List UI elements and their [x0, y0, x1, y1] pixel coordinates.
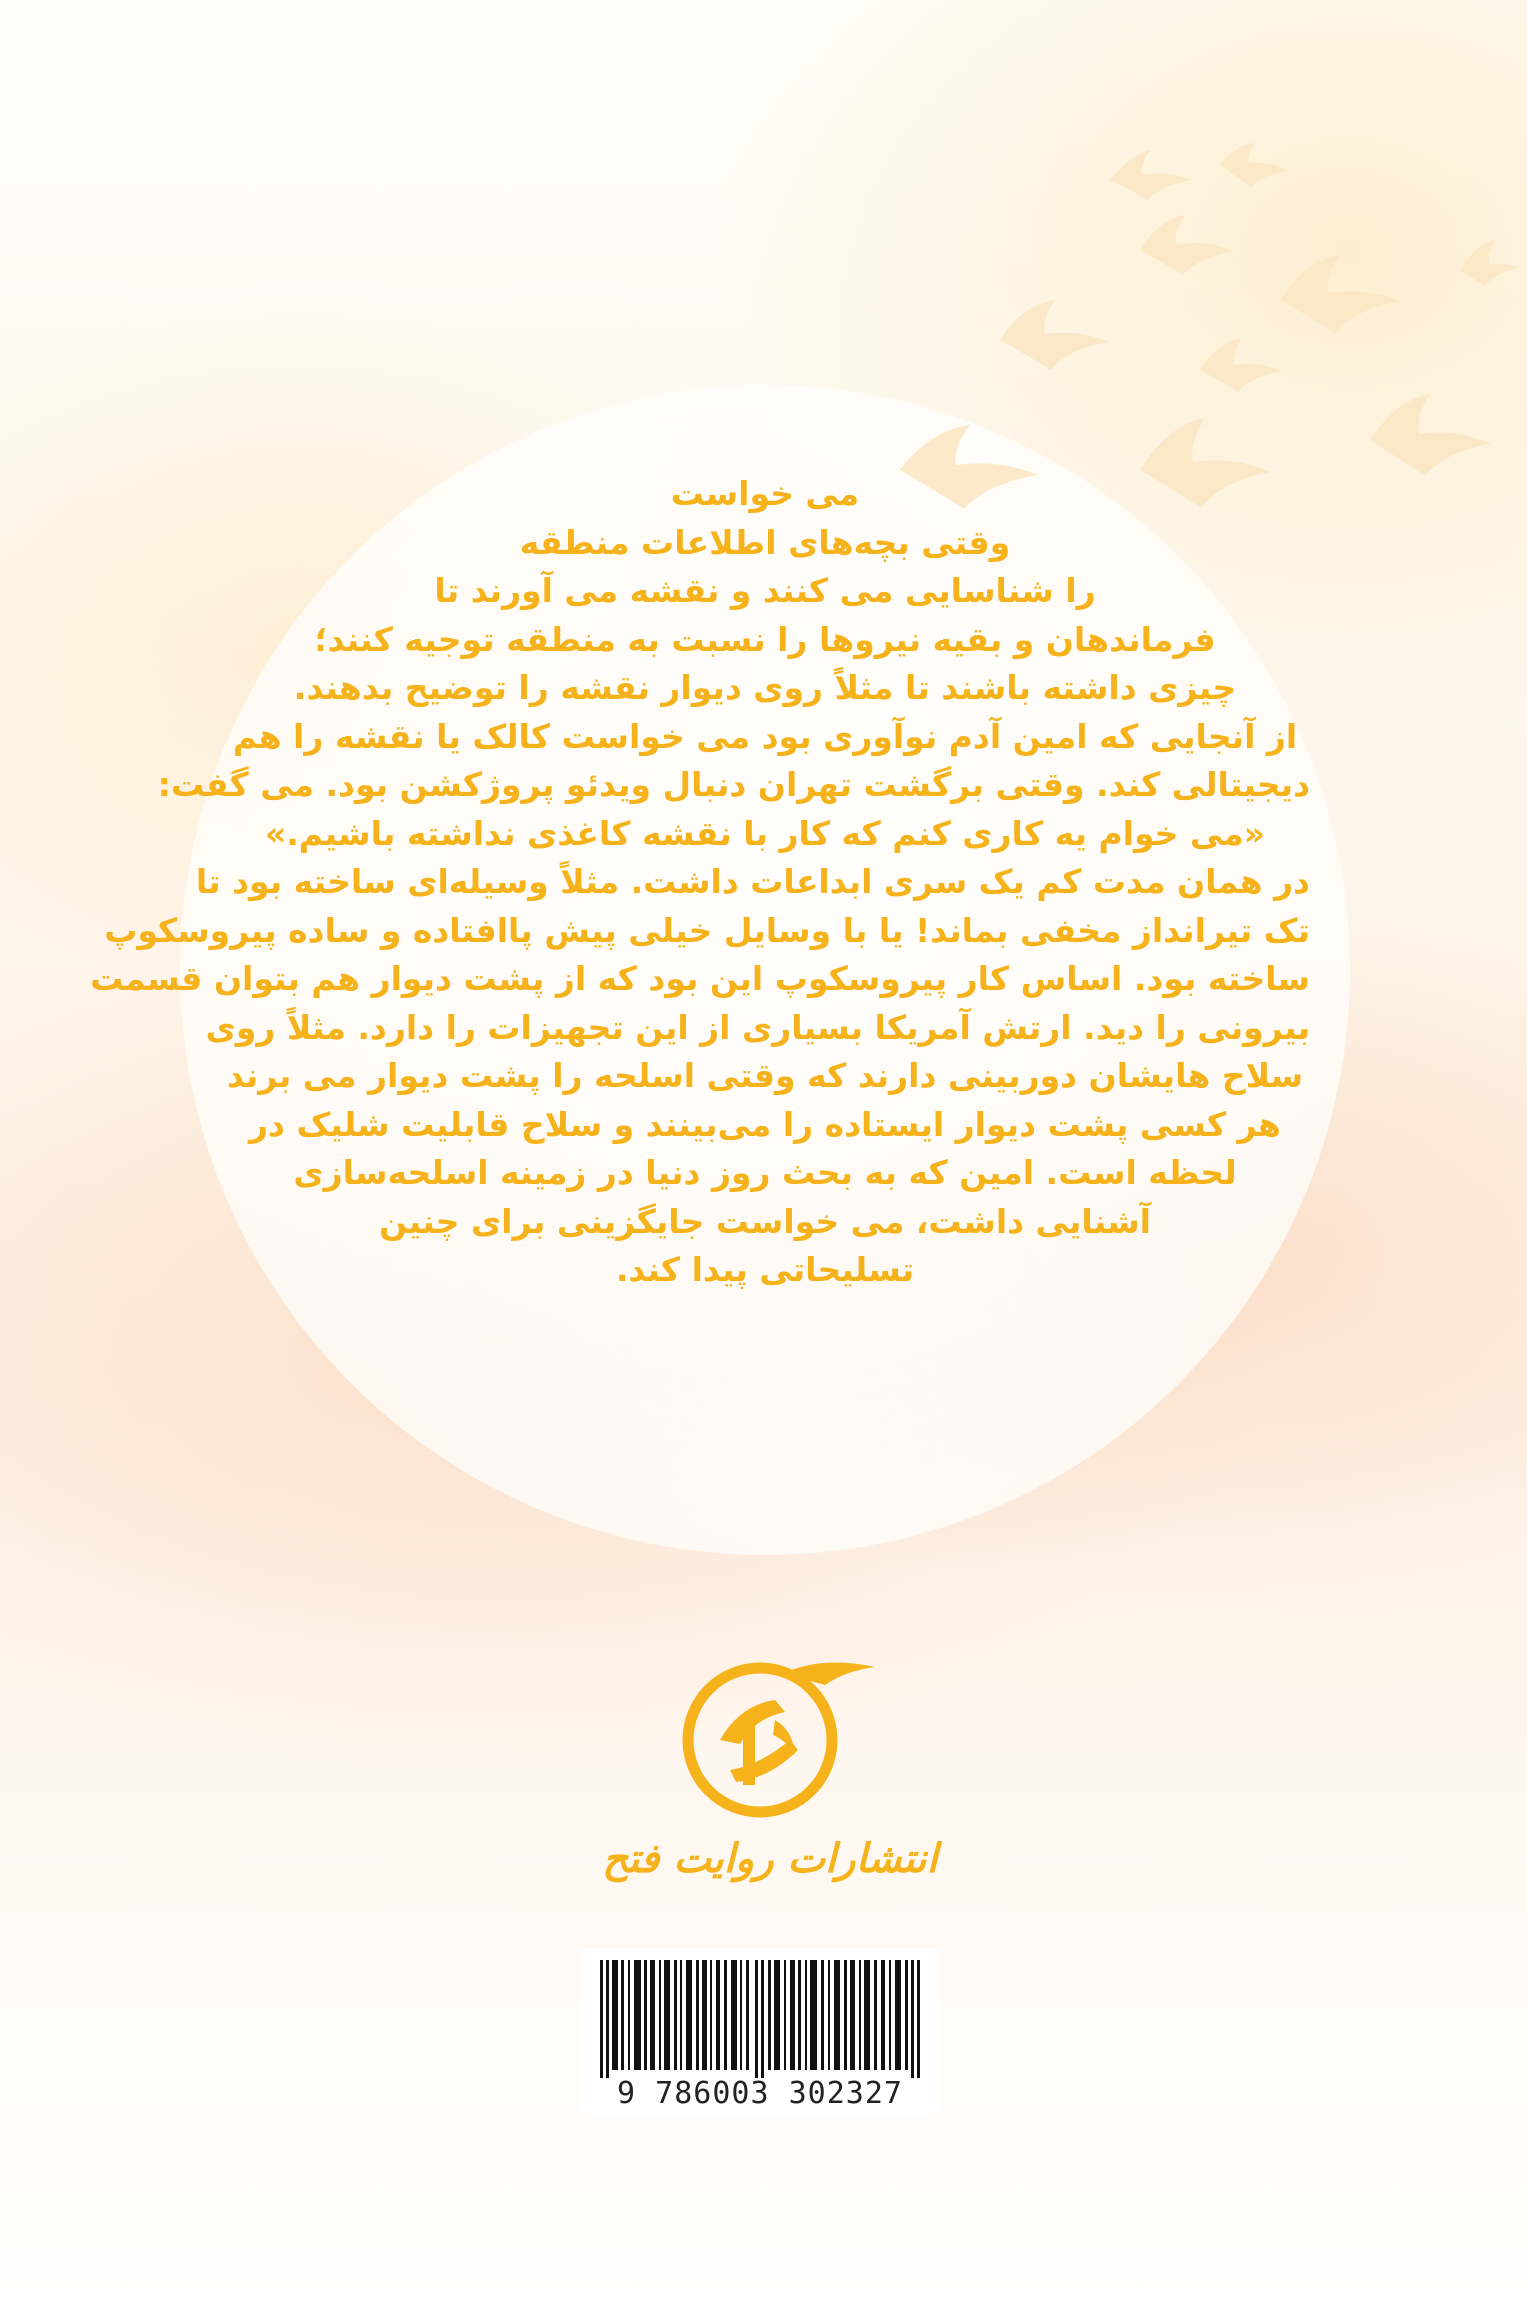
- publisher-name: انتشارات روایت فتح: [602, 1835, 938, 1882]
- text-line: هر کسی پشت دیوار ایستاده را می‌بینند و سلاح قابلیت شلیک در: [249, 1104, 1281, 1144]
- isbn-number: 9 786003 302327: [617, 2076, 903, 2111]
- text-line: در همان مدت کم یک سری ابداعات داشت. مثلاً وسیله‌ای ساخته بود تا: [195, 862, 1310, 901]
- text-line: تسلیحاتی پیدا کند.: [615, 1250, 915, 1289]
- text-line: آشنایی داشت، می خواست جایگزینی برای چنین: [379, 1201, 1151, 1241]
- text-line: لحظه است. امین که به بحث روز دنیا در زمینه اسلحه‌سازی: [293, 1153, 1237, 1192]
- text-line: سلاح هایشان دوربینی دارند که وقتی اسلحه را پشت دیوار می برند: [226, 1056, 1304, 1095]
- barcode-bars: [600, 1960, 920, 2078]
- text-line: از آنجایی که امین آدم نوآوری بود می خواست کالک یا نقشه را هم: [232, 716, 1298, 756]
- barcode: [580, 1948, 940, 2118]
- text-line: وقتی بچه‌های اطلاعات منطقه: [519, 522, 1011, 562]
- text-line: «می خوام یه کاری کنم که کار با نقشه کاغذی نداشته باشیم.»: [264, 813, 1266, 853]
- publisher-logo-icon: [660, 1620, 890, 1850]
- text-line: را شناسایی می کنند و نقشه می آورند تا: [434, 571, 1096, 610]
- text-line: فرماندهان و بقیه نیروها را نسبت به منطقه توجیه کنند؛: [314, 619, 1216, 659]
- text-line: دیجیتالی کند. وقتی برگشت تهران دنبال ویدئو پروژکشن بود. می گفت:: [157, 765, 1310, 804]
- text-line: بیرونی را دید. ارتش آمریکا بسیاری از این تجهیزات را دارد. مثلاً روی: [205, 1007, 1310, 1047]
- text-line: ساخته بود. اساس کار پیروسکوپ این بود که از پشت دیوار هم بتوان قسمت: [90, 959, 1310, 998]
- text-line: می خواست: [670, 474, 860, 513]
- back-cover-text: [90, 470, 1310, 1295]
- text-line: چیزی داشته باشند تا مثلاً روی دیوار نقشه را توضیح بدهند.: [293, 668, 1237, 707]
- text-line: تک تیرانداز مخفی بماند! یا با وسایل خیلی پیش پاافتاده و ساده پیروسکوپ: [104, 910, 1310, 950]
